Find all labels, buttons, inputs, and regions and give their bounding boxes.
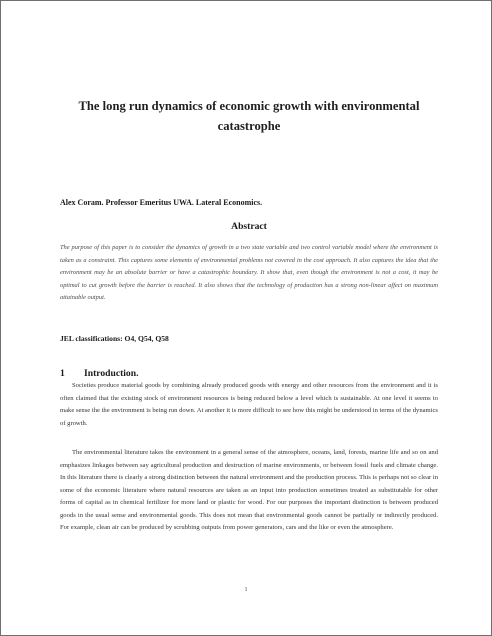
body-paragraph: The environmental literature takes the environment in a general sense of the atmosphere, oceans, land, forests, marine life and so on and emphasizes linkages between say agricultural production and destruction of marine environments, or between fossil fuels and climate change. In this literature there is clearly a strong distinction between the natural environment and the production process. This is perhaps not so clear in some of the economic literature where natural resources are taken as an input into production sometimes treated as substitutable for other forms of capital as in chemical fertilizer for more land or plastic for wood. For our purposes the important distinction is between produced goods in the usual sense and environmental goods. This does not mean that environmental goods cannot be partially or indirectly produced. For example, clean air can be produced by scrubbing outputs from power generators, cars and the like or even the atmosphere. xyxy=(60,449,438,531)
page-number: 1 xyxy=(244,586,248,593)
abstract-text: The purpose of this paper is to consider the dynamics of growth in a two state variable and two control variable model where the environment is taken as a constraint. This captures some elements of environmental problems not covered in the cost approach. It also captures the idea that the environment may be an absolute barrier or have a catastrophic boundary. It show that, even though the environment is not a cost, it may be optimal to cut growth before the barrier is reached. It also shows that the technology of production has a strong non-linear affect on maximum attainable output. xyxy=(60,244,438,301)
section-heading xyxy=(60,368,438,380)
section-title: Introduction. xyxy=(84,368,139,379)
abstract-heading: Abstract xyxy=(231,221,267,232)
author-line: Alex Coram. Professor Emeritus UWA. Lateral Economics. xyxy=(60,198,263,207)
body-paragraph: Societies produce material goods by combining already produced goods with energy and other resources from the environment and it is often claimed that the existing stock of environment resources is being reduced below a level which is sustainable. At one level it seems to make sense the the environment is being run down. At another it is more difficult to see how this might be understood in terms of the dynamics of growth. xyxy=(60,382,438,427)
paper-title: The long run dynamics of economic growth with environmental catastrophe xyxy=(78,99,420,133)
section-number: 1 xyxy=(60,368,65,379)
jel-classifications: JEL classifications: O4, Q54, Q58 xyxy=(60,334,169,343)
